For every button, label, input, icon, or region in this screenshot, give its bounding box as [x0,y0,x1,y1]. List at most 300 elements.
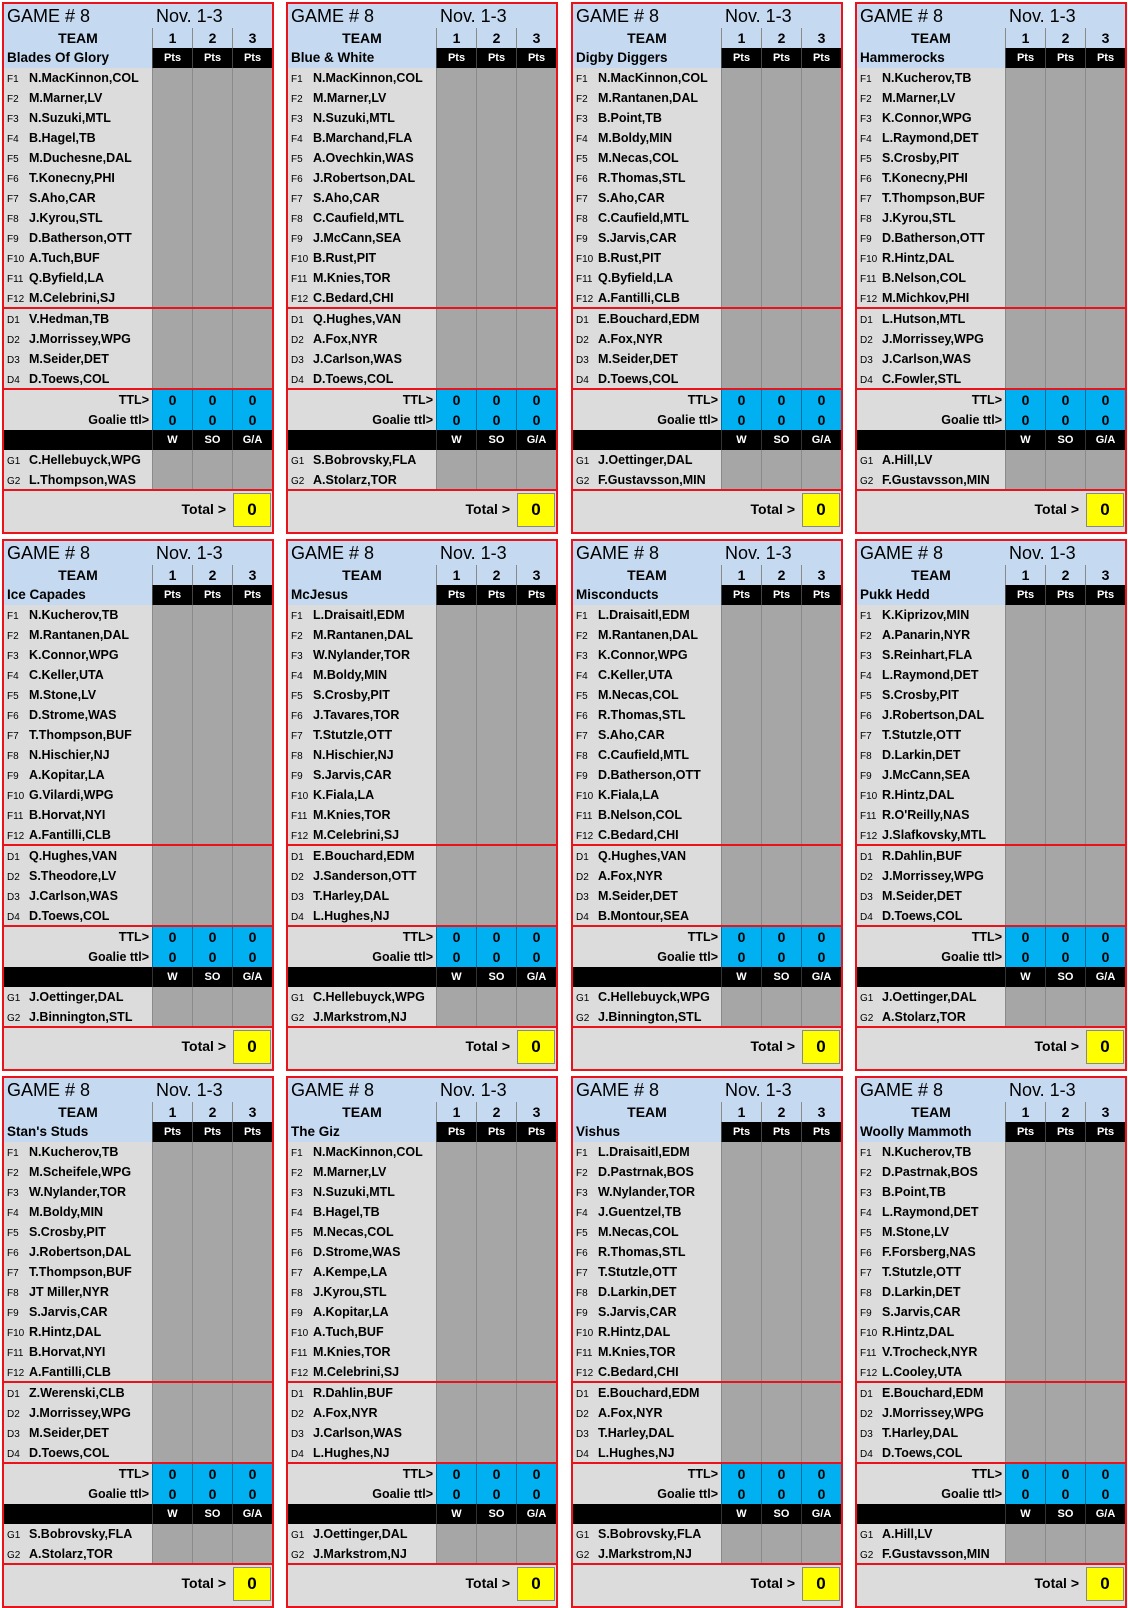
player-cell [857,1007,1005,1027]
points-cell-3 [232,705,272,725]
player-name: N.Kucherov,TB [29,608,119,622]
player-name: K.Fiala,LA [598,788,660,802]
goalie-row [288,450,556,470]
player-cell [573,369,721,389]
player-name: R.Hintz,DAL [882,788,955,802]
goalie-row [288,987,556,1007]
game-dates: Nov. 1-3 [1009,543,1076,563]
player-name: D.Pastrnak,BOS [598,1165,694,1179]
goalie-name: A.Stolarz,TOR [882,1010,966,1024]
column-number-1: 1 [1005,1102,1045,1122]
forward-row [857,208,1125,228]
points-cell-1 [721,148,761,168]
goalie-stat-label-3: G/A [232,430,272,450]
player-name: A.Kopitar,LA [313,1305,389,1319]
defense-row [288,369,556,389]
player-cell [573,1302,721,1322]
column-number-2: 2 [192,565,232,585]
points-cell-1 [152,288,192,308]
points-cell-2 [476,309,516,329]
player-name: M.Necas,COL [598,688,679,702]
slot-label: F8 [576,1288,588,1299]
forward-row [4,1342,272,1362]
goalie-stat-label-1: W [152,967,192,987]
points-cell-2 [476,1342,516,1362]
ttl-value-3: 0 [516,1464,556,1484]
goalie-row [4,987,272,1007]
points-cell-3 [801,625,841,645]
points-cell-1 [436,825,476,845]
forward-row [4,705,272,725]
player-name: L.Hutson,MTL [882,312,966,326]
goalie-ttl-value-3: 0 [1085,947,1125,967]
slot-label: F4 [860,1208,872,1219]
forward-row [4,1142,272,1162]
column-header [4,565,272,585]
player-cell [4,1182,152,1202]
points-cell-1 [436,1302,476,1322]
points-cell-2 [192,288,232,308]
player-name: J.Carlson,WAS [313,1426,402,1440]
forward-row [573,128,841,148]
points-cell-1 [721,725,761,745]
goalie-row [288,1544,556,1564]
player-cell [4,68,152,88]
team-card [286,539,558,1071]
goalie-stat-cell-2 [476,987,516,1007]
points-cell-3 [516,108,556,128]
player-name: B.Horvat,NYI [29,808,106,822]
points-cell-3 [232,886,272,906]
player-name: J.Sanderson,OTT [313,869,417,883]
points-cell-2 [192,645,232,665]
slot-label: F3 [860,1188,872,1199]
points-cell-1 [1005,1262,1045,1282]
goalie-ttl-value-1: 0 [721,410,761,430]
points-cell-2 [192,1162,232,1182]
player-name: M.Necas,COL [598,1225,679,1239]
slot-label: F5 [291,1228,303,1239]
player-name: J.Morrissey,WPG [882,1406,984,1420]
points-cell-2 [761,1202,801,1222]
goalie-stat-cell-2 [192,1007,232,1027]
goalie-ttl-label: Goalie ttl> [857,1484,1005,1504]
player-name: A.Fantilli,CLB [29,828,111,842]
points-cell-1 [436,1142,476,1162]
player-cell [4,88,152,108]
team-card [2,2,274,534]
forward-row [288,268,556,288]
player-cell [4,1383,152,1403]
forward-row [4,1262,272,1282]
points-cell-2 [1045,309,1085,329]
points-cell-2 [1045,349,1085,369]
points-cell-2 [192,309,232,329]
pts-label-3: Pts [516,48,556,68]
pts-label-3: Pts [232,585,272,605]
player-cell [4,1544,152,1564]
points-cell-2 [761,1423,801,1443]
player-name: B.Marchand,FLA [313,131,413,145]
total-row [4,1028,272,1068]
points-cell-3 [516,1362,556,1382]
forward-row [573,168,841,188]
column-number-1: 1 [436,565,476,585]
player-cell [573,825,721,845]
points-cell-1 [436,785,476,805]
game-number: GAME # 8 [7,543,91,563]
player-cell [288,987,436,1007]
total-value: 0 [1086,1030,1124,1064]
goalie-ttl-row [4,947,272,967]
points-cell-1 [1005,1162,1045,1182]
team-column-label: TEAM [911,30,951,46]
points-cell-3 [232,108,272,128]
slot-label: D2 [576,335,589,346]
forward-row [573,248,841,268]
player-name: M.Rantanen,DAL [29,628,129,642]
slot-label: D3 [860,1429,873,1440]
column-number-3: 3 [1085,1102,1125,1122]
column-number-1: 1 [152,28,192,48]
points-cell-2 [1045,1383,1085,1403]
player-name: Q.Hughes,VAN [29,849,117,863]
forward-row [288,1302,556,1322]
points-cell-3 [1085,228,1125,248]
points-cell-1 [152,785,192,805]
forward-row [573,725,841,745]
forward-row [4,1242,272,1262]
points-cell-3 [516,846,556,866]
total-row [857,1028,1125,1068]
game-header [573,541,841,565]
forward-row [573,805,841,825]
forward-row [857,288,1125,308]
player-name: A.Fantilli,CLB [29,1365,111,1379]
team-name-row [573,585,841,605]
points-cell-3 [516,1162,556,1182]
player-name: C.Bedard,CHI [598,1365,679,1379]
slot-label: F6 [576,1248,588,1259]
points-cell-3 [801,705,841,725]
team-card [286,2,558,534]
column-number-1: 1 [1005,28,1045,48]
player-cell [857,1282,1005,1302]
points-cell-1 [1005,1403,1045,1423]
defense-row [288,846,556,866]
forward-row [288,1142,556,1162]
player-cell [573,450,721,470]
pts-label-2: Pts [476,585,516,605]
player-name: N.Suzuki,MTL [313,1185,395,1199]
points-cell-1 [436,1443,476,1463]
player-name: J.Robertson,DAL [882,708,985,722]
points-cell-1 [721,866,761,886]
player-cell [573,886,721,906]
player-cell [573,248,721,268]
slot-label: F4 [576,134,588,145]
forward-row [573,188,841,208]
goalie-ttl-value-1: 0 [721,1484,761,1504]
player-cell [857,987,1005,1007]
player-name: B.Nelson,COL [882,271,967,285]
points-cell-3 [232,369,272,389]
points-cell-2 [761,369,801,389]
slot-label: G2 [7,1550,21,1561]
player-cell [573,108,721,128]
player-name: T.Konecny,PHI [29,171,115,185]
points-cell-1 [436,1362,476,1382]
player-name: A.Fox,NYR [313,1406,378,1420]
player-name: D.Larkin,DET [882,748,961,762]
points-cell-2 [761,866,801,886]
goalie-row [857,1007,1125,1027]
team-column-label: TEAM [342,30,382,46]
goalie-stat-label-2: SO [1045,967,1085,987]
goalie-ttl-value-2: 0 [761,410,801,430]
goalie-ttl-row [4,410,272,430]
player-cell [857,1524,1005,1544]
points-cell-1 [721,208,761,228]
forward-row [288,765,556,785]
slot-label: D3 [7,892,20,903]
player-cell [4,1322,152,1342]
forward-row [288,1282,556,1302]
slot-label: D1 [860,1389,873,1400]
player-name: J.Robertson,DAL [313,171,416,185]
column-header [288,28,556,48]
player-name: M.Celebrini,SJ [313,828,400,842]
points-cell-1 [1005,685,1045,705]
goalie-row [4,450,272,470]
goalie-ttl-value-3: 0 [1085,410,1125,430]
points-cell-2 [476,1242,516,1262]
goalie-stat-cell-1 [152,470,192,490]
points-cell-3 [1085,846,1125,866]
points-cell-2 [1045,1362,1085,1382]
total-label: Total > [1034,1038,1079,1054]
points-cell-3 [232,1262,272,1282]
goalie-row [4,1524,272,1544]
points-cell-3 [801,785,841,805]
points-cell-2 [192,1302,232,1322]
player-name: D.Toews,COL [882,909,963,923]
player-cell [4,309,152,329]
points-cell-3 [232,208,272,228]
column-number-3: 3 [801,1102,841,1122]
slot-label: F6 [291,1248,303,1259]
player-cell [4,987,152,1007]
player-cell [573,188,721,208]
slot-label: F10 [860,1328,878,1339]
player-cell [4,1242,152,1262]
player-name: M.Celebrini,SJ [313,1365,400,1379]
points-cell-1 [1005,825,1045,845]
points-cell-3 [516,1322,556,1342]
column-header [4,28,272,48]
goalie-stat-spacer [288,1504,436,1524]
ttl-value-2: 0 [476,390,516,410]
player-name: D.Batherson,OTT [598,768,701,782]
goalie-row [288,1007,556,1027]
player-name: A.Kopitar,LA [29,768,105,782]
player-cell [288,188,436,208]
points-cell-3 [232,1202,272,1222]
points-cell-1 [721,168,761,188]
forward-row [288,228,556,248]
slot-label: G1 [576,456,590,467]
slot-label: F7 [291,1268,303,1279]
points-cell-1 [436,208,476,228]
points-cell-3 [232,665,272,685]
points-cell-3 [232,268,272,288]
goalie-stat-cell-2 [192,1544,232,1564]
forward-row [288,805,556,825]
goalie-row [857,470,1125,490]
points-cell-3 [1085,1322,1125,1342]
points-cell-2 [1045,1302,1085,1322]
player-cell [4,248,152,268]
player-name: Q.Hughes,VAN [313,312,401,326]
goalie-name: A.Stolarz,TOR [29,1547,113,1561]
points-cell-2 [192,906,232,926]
points-cell-3 [516,1142,556,1162]
goalie-ttl-value-2: 0 [1045,1484,1085,1504]
column-number-2: 2 [192,1102,232,1122]
defense-row [573,906,841,926]
player-cell [288,228,436,248]
points-cell-1 [1005,1202,1045,1222]
points-cell-1 [721,1302,761,1322]
goalie-row [573,1524,841,1544]
points-cell-3 [516,349,556,369]
forward-row [4,248,272,268]
player-cell [288,309,436,329]
points-cell-1 [152,268,192,288]
goalie-stat-label-1: W [1005,430,1045,450]
points-cell-1 [152,1182,192,1202]
player-cell [857,309,1005,329]
slot-label: F3 [576,1188,588,1199]
player-name: M.Seider,DET [882,889,962,903]
points-cell-3 [801,1222,841,1242]
goalie-stat-cell-3 [516,450,556,470]
points-cell-1 [436,228,476,248]
forward-row [857,825,1125,845]
player-cell [573,645,721,665]
slot-label: F11 [576,811,593,822]
points-cell-3 [801,68,841,88]
forward-row [573,1142,841,1162]
points-cell-2 [761,1322,801,1342]
points-cell-3 [801,208,841,228]
ttl-row [573,1464,841,1484]
team-name: Woolly Mammoth [857,1122,1005,1142]
team-column-label: TEAM [627,567,667,583]
slot-label: F9 [7,1308,19,1319]
slot-label: D4 [291,375,304,386]
points-cell-1 [721,846,761,866]
player-cell [573,1544,721,1564]
defense-row [4,369,272,389]
forward-row [4,685,272,705]
goalie-stat-label-1: W [1005,1504,1045,1524]
points-cell-2 [192,1202,232,1222]
slot-label: F2 [860,1168,872,1179]
player-cell [288,1182,436,1202]
points-cell-2 [761,1162,801,1182]
points-cell-2 [476,846,516,866]
player-cell [573,605,721,625]
player-name: C.Bedard,CHI [313,291,394,305]
total-label: Total > [465,1575,510,1591]
points-cell-3 [1085,765,1125,785]
points-cell-1 [436,369,476,389]
player-cell [288,785,436,805]
forward-row [857,805,1125,825]
points-cell-2 [1045,805,1085,825]
points-cell-2 [192,248,232,268]
goalie-stat-label-2: SO [192,967,232,987]
team-name: McJesus [288,585,436,605]
forward-row [4,208,272,228]
ttl-value-1: 0 [721,390,761,410]
total-value: 0 [233,1567,271,1601]
goalie-ttl-value-3: 0 [232,1484,272,1504]
points-cell-3 [801,1423,841,1443]
points-cell-1 [721,1322,761,1342]
goalie-name: C.Hellebuyck,WPG [29,453,141,467]
column-number-3: 3 [801,565,841,585]
forward-row [288,1262,556,1282]
points-cell-2 [192,1342,232,1362]
slot-label: G2 [860,1013,874,1024]
points-cell-3 [516,88,556,108]
total-row [857,1565,1125,1605]
points-cell-1 [152,228,192,248]
points-cell-2 [192,1423,232,1443]
player-name: M.Knies,TOR [313,1345,391,1359]
slot-label: D2 [7,335,20,346]
goalie-stat-label-1: W [436,430,476,450]
player-cell [288,1242,436,1262]
slot-label: D1 [7,315,20,326]
goalie-stat-cell-2 [476,1544,516,1564]
player-cell [4,765,152,785]
forward-row [573,1322,841,1342]
goalie-row [857,450,1125,470]
points-cell-3 [1085,625,1125,645]
points-cell-3 [1085,1362,1125,1382]
goalie-stat-label-3: G/A [1085,1504,1125,1524]
forward-row [4,1182,272,1202]
pts-label-1: Pts [436,585,476,605]
goalie-name: A.Hill,LV [882,453,933,467]
points-cell-3 [516,1302,556,1322]
points-cell-2 [761,88,801,108]
points-cell-1 [152,1242,192,1262]
defense-row [857,309,1125,329]
player-cell [288,88,436,108]
points-cell-3 [801,268,841,288]
slot-label: F4 [860,134,872,145]
player-name: A.Tuch,BUF [29,251,100,265]
points-cell-2 [192,148,232,168]
goalie-stat-spacer [857,430,1005,450]
points-cell-1 [721,369,761,389]
ttl-value-1: 0 [1005,927,1045,947]
player-cell [4,745,152,765]
